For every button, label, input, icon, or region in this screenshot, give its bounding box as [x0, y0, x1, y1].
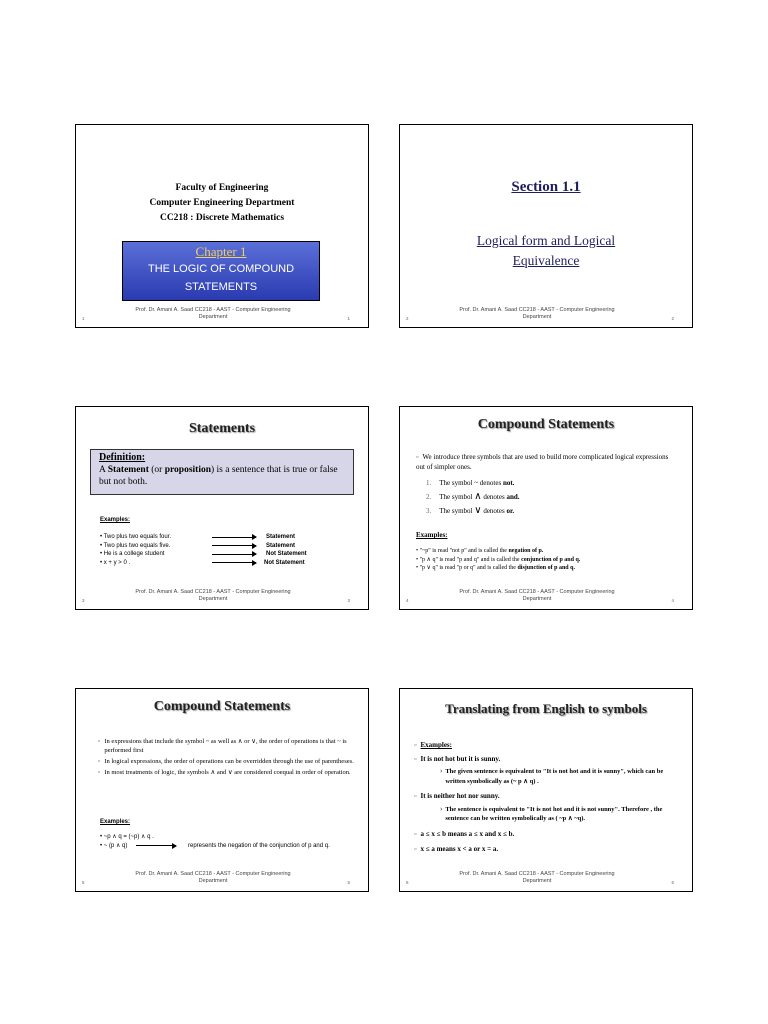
example-result: Not Statement [264, 559, 305, 566]
footer-dept: Department [198, 596, 228, 602]
symbol-item [426, 490, 666, 504]
footer-dept: Department [522, 314, 552, 320]
example-item [414, 830, 680, 840]
example-item [414, 755, 680, 765]
footer-author: Prof. Dr. Amani A. Saad CC218 - AAST - Computer Engineering [459, 871, 615, 877]
footer-author: Prof. Dr. Amani A. Saad CC218 - AAST - Computer Engineering [459, 307, 615, 313]
arrow-icon [136, 845, 176, 846]
arrow-icon [212, 545, 256, 546]
slide-number: 4 [671, 598, 674, 603]
example-sentence: It is neither hot nor sunny. [420, 792, 500, 800]
example-text: • "~p" is read "not p" and is called the [416, 548, 509, 554]
item-text: denotes [481, 507, 507, 515]
item-number: 3. [426, 507, 432, 515]
slide-heading: Translating from English to symbols [445, 701, 647, 716]
chapter-box [122, 241, 320, 301]
slide-number: 6 [671, 880, 674, 885]
example-row: • ~p ∧ q = (~p) ∧ q . [100, 834, 154, 840]
definition-box [90, 449, 354, 495]
examples-list [100, 833, 350, 850]
intro-text [416, 453, 672, 472]
slide-heading: Compound Statements [477, 417, 615, 432]
slide-title [75, 124, 369, 328]
chapter-label: Chapter 1 [195, 244, 247, 259]
section-subtitle-line1: Logical form and Logical [476, 233, 616, 248]
def-part: (or [148, 465, 165, 475]
rule-item [98, 768, 354, 777]
example-row [100, 533, 340, 542]
slide-number: 5 [347, 880, 350, 885]
examples-label: Examples: [100, 517, 131, 523]
footer-author: Prof. Dr. Amani A. Saad CC218 - AAST - Computer Engineering [135, 307, 291, 313]
example-row [416, 564, 686, 573]
item-text: The symbol [439, 493, 475, 501]
example-explanation [440, 767, 680, 786]
slide-heading: Statements [188, 421, 256, 436]
slide-marker: 3 [82, 598, 85, 603]
example-term: negation of p. [508, 548, 544, 554]
item-number: 2. [426, 493, 432, 501]
bullet-icon: ▫ [414, 741, 417, 749]
slide-marker: 1 [82, 316, 85, 321]
example-row [100, 559, 340, 568]
bullet-icon: ▫ [414, 845, 417, 853]
item-word: and. [506, 493, 520, 501]
vee-symbol: ∨ [474, 505, 482, 516]
item-text: denotes [481, 493, 507, 501]
def-term: Statement [107, 465, 149, 475]
translation-list [414, 741, 680, 855]
definition-title: Definition: [99, 452, 146, 463]
example-item [414, 792, 680, 802]
section-subtitle-line2: Equivalence [512, 253, 580, 268]
section-title: Section 1.1 [511, 179, 581, 195]
example-term: disjunction of p and q. [517, 565, 575, 571]
slide-footer [98, 589, 328, 603]
arrow-bullet-icon: › [440, 804, 443, 813]
footer-dept: Department [522, 878, 552, 884]
department-line: Computer Engineering Department [149, 198, 295, 208]
slide-footer [98, 307, 328, 321]
intro-sentence: We introduce three symbols that are used to build more complicated logical expressions out of simpler ones. [416, 453, 669, 471]
rule-text: In expressions that include the symbol ~ as well as ∧ or ∨, the order of operations is that ~ is performed first [104, 738, 347, 754]
slide-section [399, 124, 693, 328]
chapter-title-line2: STATEMENTS [184, 281, 258, 293]
bullet-icon: ▫ [414, 754, 417, 763]
footer-dept: Department [198, 314, 228, 320]
arrow-icon [212, 562, 256, 563]
bullet-icon: ▫ [98, 769, 101, 776]
slide-number: 2 [671, 316, 674, 321]
slide-compound-2 [75, 688, 369, 892]
example-text: • "p ∨ q" is read "p or q" and is called the [416, 565, 518, 571]
example-row [416, 547, 686, 556]
slide-marker: 4 [406, 598, 409, 603]
slide-compound-1 [399, 406, 693, 610]
slide-marker: 6 [406, 880, 409, 885]
example-result: Statement [266, 542, 296, 549]
bullet-icon: ▫ [416, 453, 419, 461]
example-expr: • ~ (p ∧ q) [100, 842, 128, 849]
rule-text: In logical expressions, the order of operations can be overridden through the use of parentheses. [104, 758, 354, 765]
footer-author: Prof. Dr. Amani A. Saad CC218 - AAST - Computer Engineering [135, 871, 291, 877]
footer-dept: Department [522, 596, 552, 602]
item-number: 1. [426, 479, 432, 487]
section-subtitle [430, 231, 662, 271]
example-term: conjunction of p and q. [521, 556, 581, 563]
item-word: or. [506, 507, 515, 515]
bullet-icon: ▫ [414, 829, 417, 838]
examples-label: Examples: [420, 741, 452, 749]
bullet-icon: ▫ [98, 738, 101, 745]
example-desc: represents the negation of the conjunction of p and q. [188, 842, 330, 849]
arrow-icon [212, 554, 256, 555]
bullet-icon: ▫ [98, 758, 101, 765]
examples-heading [414, 741, 680, 751]
slide-footer [422, 307, 652, 321]
slide-translating [399, 688, 693, 892]
slide-heading: Compound Statements [153, 699, 291, 714]
slide-statements [75, 406, 369, 610]
example-text: • x + y > 0 . [100, 559, 131, 566]
explanation-text: The given sentence is equivalent to "It is not hot and it is sunny", which can be written symbolically as (~ p ∧ q) . [445, 768, 664, 785]
definition-text [99, 464, 345, 488]
example-row [100, 842, 350, 851]
item-text: denotes [478, 479, 503, 487]
arrow-bullet-icon: › [440, 767, 443, 775]
def-part: ) is a sentence that is true or false but not both. [99, 465, 338, 487]
example-explanation [440, 805, 680, 824]
example-result: Not Statement [266, 551, 307, 557]
inequality-text: a ≤ x ≤ b means a ≤ x and x ≤ b. [420, 829, 515, 838]
footer-author: Prof. Dr. Amani A. Saad CC218 - AAST - Computer Engineering [459, 589, 615, 595]
rule-text: In most treatments of logic, the symbols ∧ and ∨ are considered coequal in order of operation. [104, 769, 351, 776]
slide-footer [422, 589, 652, 603]
wedge-symbol: ∧ [474, 491, 482, 502]
explanation-text: The sentence is equivalent to "It is not hot and it is not sunny". Therefore , the sentence can be written symbolically as ( ~p ∧ ~q). [445, 805, 663, 822]
def-part: A [99, 465, 108, 475]
symbol-item [426, 477, 666, 490]
item-text: The symbol [439, 507, 475, 515]
slide-number: 1 [347, 316, 350, 321]
example-result: Statement [266, 534, 296, 540]
rules-list [98, 737, 354, 777]
course-line: CC218 : Discrete Mathematics [159, 213, 285, 223]
example-row [100, 550, 340, 559]
slide-marker: 2 [406, 316, 409, 321]
rule-item [98, 737, 354, 755]
symbol-list [426, 477, 666, 518]
example-text: • "p ∧ q" is read "p and q" and is called the [416, 556, 522, 563]
examples-label: Examples: [416, 531, 448, 539]
arrow-icon [212, 537, 256, 538]
examples-list [100, 533, 340, 567]
slide-footer [422, 871, 652, 885]
tilde-symbol: ~ [474, 479, 479, 487]
symbol-item [426, 504, 666, 518]
example-text: • Two plus two equals four. [100, 534, 172, 540]
inequality-text: x ≤ a means x < a or x = a. [420, 845, 499, 853]
item-text: The symbol [439, 479, 475, 487]
example-row [100, 542, 340, 551]
example-row [416, 556, 686, 565]
examples-label: Examples: [100, 819, 131, 825]
footer-dept: Department [198, 878, 228, 884]
chapter-title-line1: THE LOGIC OF COMPOUND [147, 263, 295, 275]
examples-list [416, 547, 686, 573]
example-text: • He is a college student [100, 551, 165, 557]
example-sentence: It is not hot but it is sunny. [420, 754, 501, 763]
rule-item [98, 757, 354, 766]
example-item [414, 845, 680, 855]
def-term: proposition [164, 465, 211, 475]
footer-author: Prof. Dr. Amani A. Saad CC218 - AAST - Computer Engineering [135, 589, 291, 595]
slide-marker: 5 [82, 880, 85, 885]
item-word: not. [502, 479, 515, 487]
slide-footer [98, 871, 328, 885]
faculty-heading [76, 181, 368, 226]
example-text: • Two plus two equals five. [100, 542, 171, 549]
slide-number: 3 [347, 598, 350, 603]
faculty-line: Faculty of Engineering [175, 183, 269, 193]
bullet-icon: ▫ [414, 792, 417, 800]
